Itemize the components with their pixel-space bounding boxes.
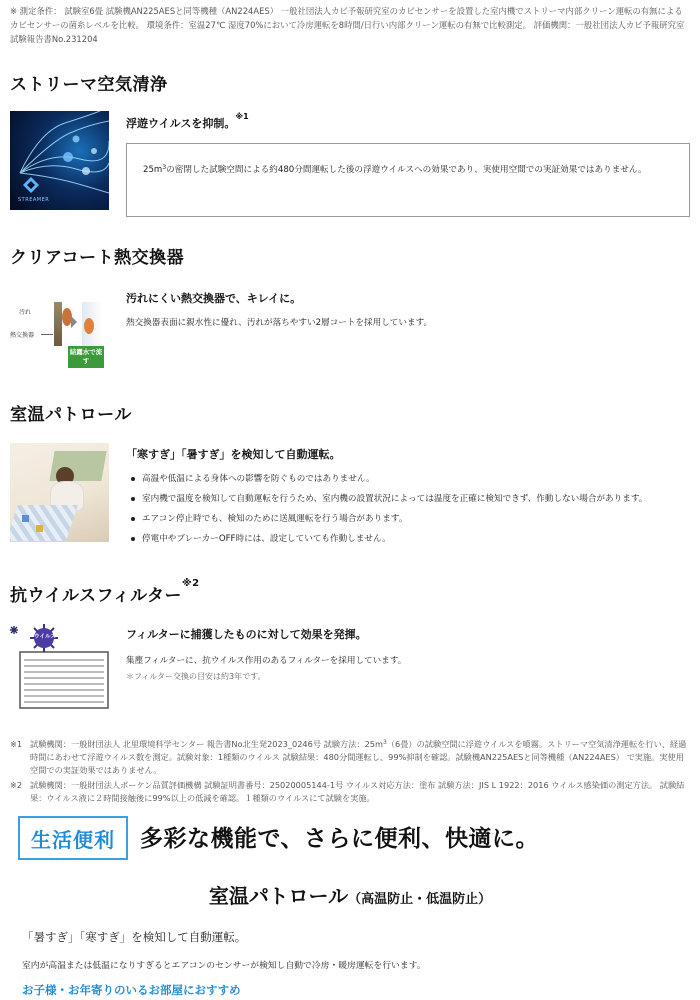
patrol2-body: 室内が高温または低温になりすぎるとエアコンのセンサーが検知し自動で冷房・暖房運転を行います。 (22, 961, 426, 971)
footnote-ref-1: ※1 (235, 112, 249, 121)
filter-graphic (8, 622, 110, 712)
box-text-sup: 3 (162, 164, 167, 171)
patrol-photo (10, 443, 109, 542)
patrol2-lead: 「暑すぎ」「寒すぎ」を検知して自動運転。 (22, 930, 247, 944)
footnote-text-pre: 試験機関：一般財団法人 北里環境科学センター 報告書No北生発2023_0246号 試験方法：25m (30, 739, 383, 749)
diagram-label-dirt: 汚れ (19, 309, 32, 316)
life-convenience-headline: 多彩な機能で、さらに便利、快適に。 (140, 826, 540, 852)
patrol-bullet-list (126, 471, 688, 551)
filter-replacement-note: ＊フィルター交換の目安は約3年です。 (126, 672, 266, 681)
footnote-text (30, 738, 690, 777)
clearcoat-body: 熱交換器表面に親水性に優れ、汚れが落ちやすい2層コートを採用しています。 (126, 318, 433, 328)
photo-toy-1 (22, 515, 29, 522)
patrol-bullet: 室内機で温度を検知して自動運転を行うため、室内機の設置状況によっては温度を正確に検知できず、作動しない場合があります。 (126, 491, 688, 507)
diagram-leader-line (41, 334, 53, 335)
footnote-mark: ※1 (10, 739, 23, 749)
footnote-text-sup: 3 (382, 739, 387, 746)
streamer-image-caption: STREAMER (18, 197, 50, 203)
footnote-2 (10, 779, 690, 805)
patrol-lead: 「寒すぎ」「暑すぎ」を検知して自動運転。 (126, 448, 341, 461)
box-text-post: の密閉した試験空間による約480分間運転した後の浮遊ウイルスへの効果であり、実使用空間での実証効果ではありません。 (166, 165, 647, 175)
heat-exchanger-diagram (10, 294, 110, 370)
diagram-condensate-tag: 結露水で流す (68, 346, 104, 368)
patrol-bullet: 停電中やブレーカーOFF時には、設定していても作動しません。 (126, 531, 688, 547)
patrol-bullet: 高温や低温による身体への影響を防ぐものではありません。 (126, 471, 688, 487)
measurement-conditions-note: ※ 測定条件： 試験室6畳 試験機AN225AESと同等機種（AN224AES） 一般社団法人カビ予報研究室のカビセンサーを設置した室内機でストリーマ内部クリーン運転の有無によるカビセンサーの菌糸レベルを比較。 環境条件：室温27℃ 湿度70%において冷房運転を8時間/日行い内部クリーン運転の有無で比較測定。 評価機関：一般社団法人カビ予報研究室試験報告書No.231204 (10, 6, 685, 44)
filter-lead: フィルターに捕獲したものに対して効果を発揮。 (126, 628, 367, 641)
filter-title-text: 抗ウイルスフィルター (10, 586, 182, 606)
diagram-dirty-fin (54, 302, 62, 346)
streamer-image (10, 111, 109, 210)
clearcoat-section-title: クリアコート熱交換器 (10, 248, 185, 268)
footnote-1 (10, 738, 690, 777)
patrol2-title-text: 室温パトロール (208, 884, 349, 908)
footnotes (10, 738, 690, 807)
patrol2-recommend: お子様・お年寄りのいるお部屋におすすめ (22, 983, 241, 997)
footnote-ref-2: ※2 (181, 578, 200, 589)
footnote-text (30, 779, 690, 805)
filter-image (8, 622, 110, 712)
patrol-section-title: 室温パトロール (10, 405, 132, 425)
clearcoat-lead: 汚れにくい熱交換器で、キレイに。 (126, 292, 302, 305)
box-text-pre: 25m (143, 165, 163, 175)
virus-badge-text: ウイルス (34, 634, 56, 640)
footnote-text-pre: 試験機関：一般財団法人ボーケン品質評価機構 試験証明書番号：25020005144-1号 ウイルス対応方法：塗布 試験方法：JIS L 1922：2016 ウイルス感染価の測定方法。 試験結果：ウイルス液に２時間接触後に99%以上の低減を確認。１種類のウイルスにて試験を実施。 (30, 780, 685, 803)
footnote-mark: ※2 (10, 780, 23, 790)
streamer-disclaimer-box (126, 143, 690, 217)
diagram-water-drop (84, 318, 94, 334)
filter-body: 集塵フィルターに、抗ウイルス作用のあるフィルターを採用しています。 (126, 656, 407, 666)
diagram-label-exchanger: 熱交換器 (10, 332, 35, 339)
patrol2-subtitle: （高温防止・低温防止） (348, 892, 492, 907)
patrol-bullet: エアコン停止時でも、検知のために送風運転を行う場合があります。 (126, 511, 688, 527)
streamer-section-title: ストリーマ空気清浄 (10, 75, 168, 95)
patrol2-title (0, 880, 700, 909)
streamer-lead-text: 浮遊ウイルスを抑制。 (126, 117, 236, 130)
life-convenience-badge: 生活便利 (18, 816, 128, 860)
diagram-arrow-icon (71, 316, 77, 328)
streamer-lead (126, 112, 249, 131)
photo-rug (10, 505, 78, 541)
photo-toy-2 (36, 525, 43, 532)
streamer-rays-graphic (10, 111, 109, 210)
filter-section-title (10, 578, 200, 606)
footnote-text-post: （6畳）の試験空間に浮遊ウイルスを噴霧。ストリーマ空気清浄運転を行い、経過時間にあわせて浮遊ウイルス数を測定。試験対象：1種類のウイルス 試験結果：480分間運転し、99%抑制を確認。試験機AN225AESと同等機種（AN224AES） で実施。実使用空間での実証効果ではありません。 (30, 739, 687, 775)
